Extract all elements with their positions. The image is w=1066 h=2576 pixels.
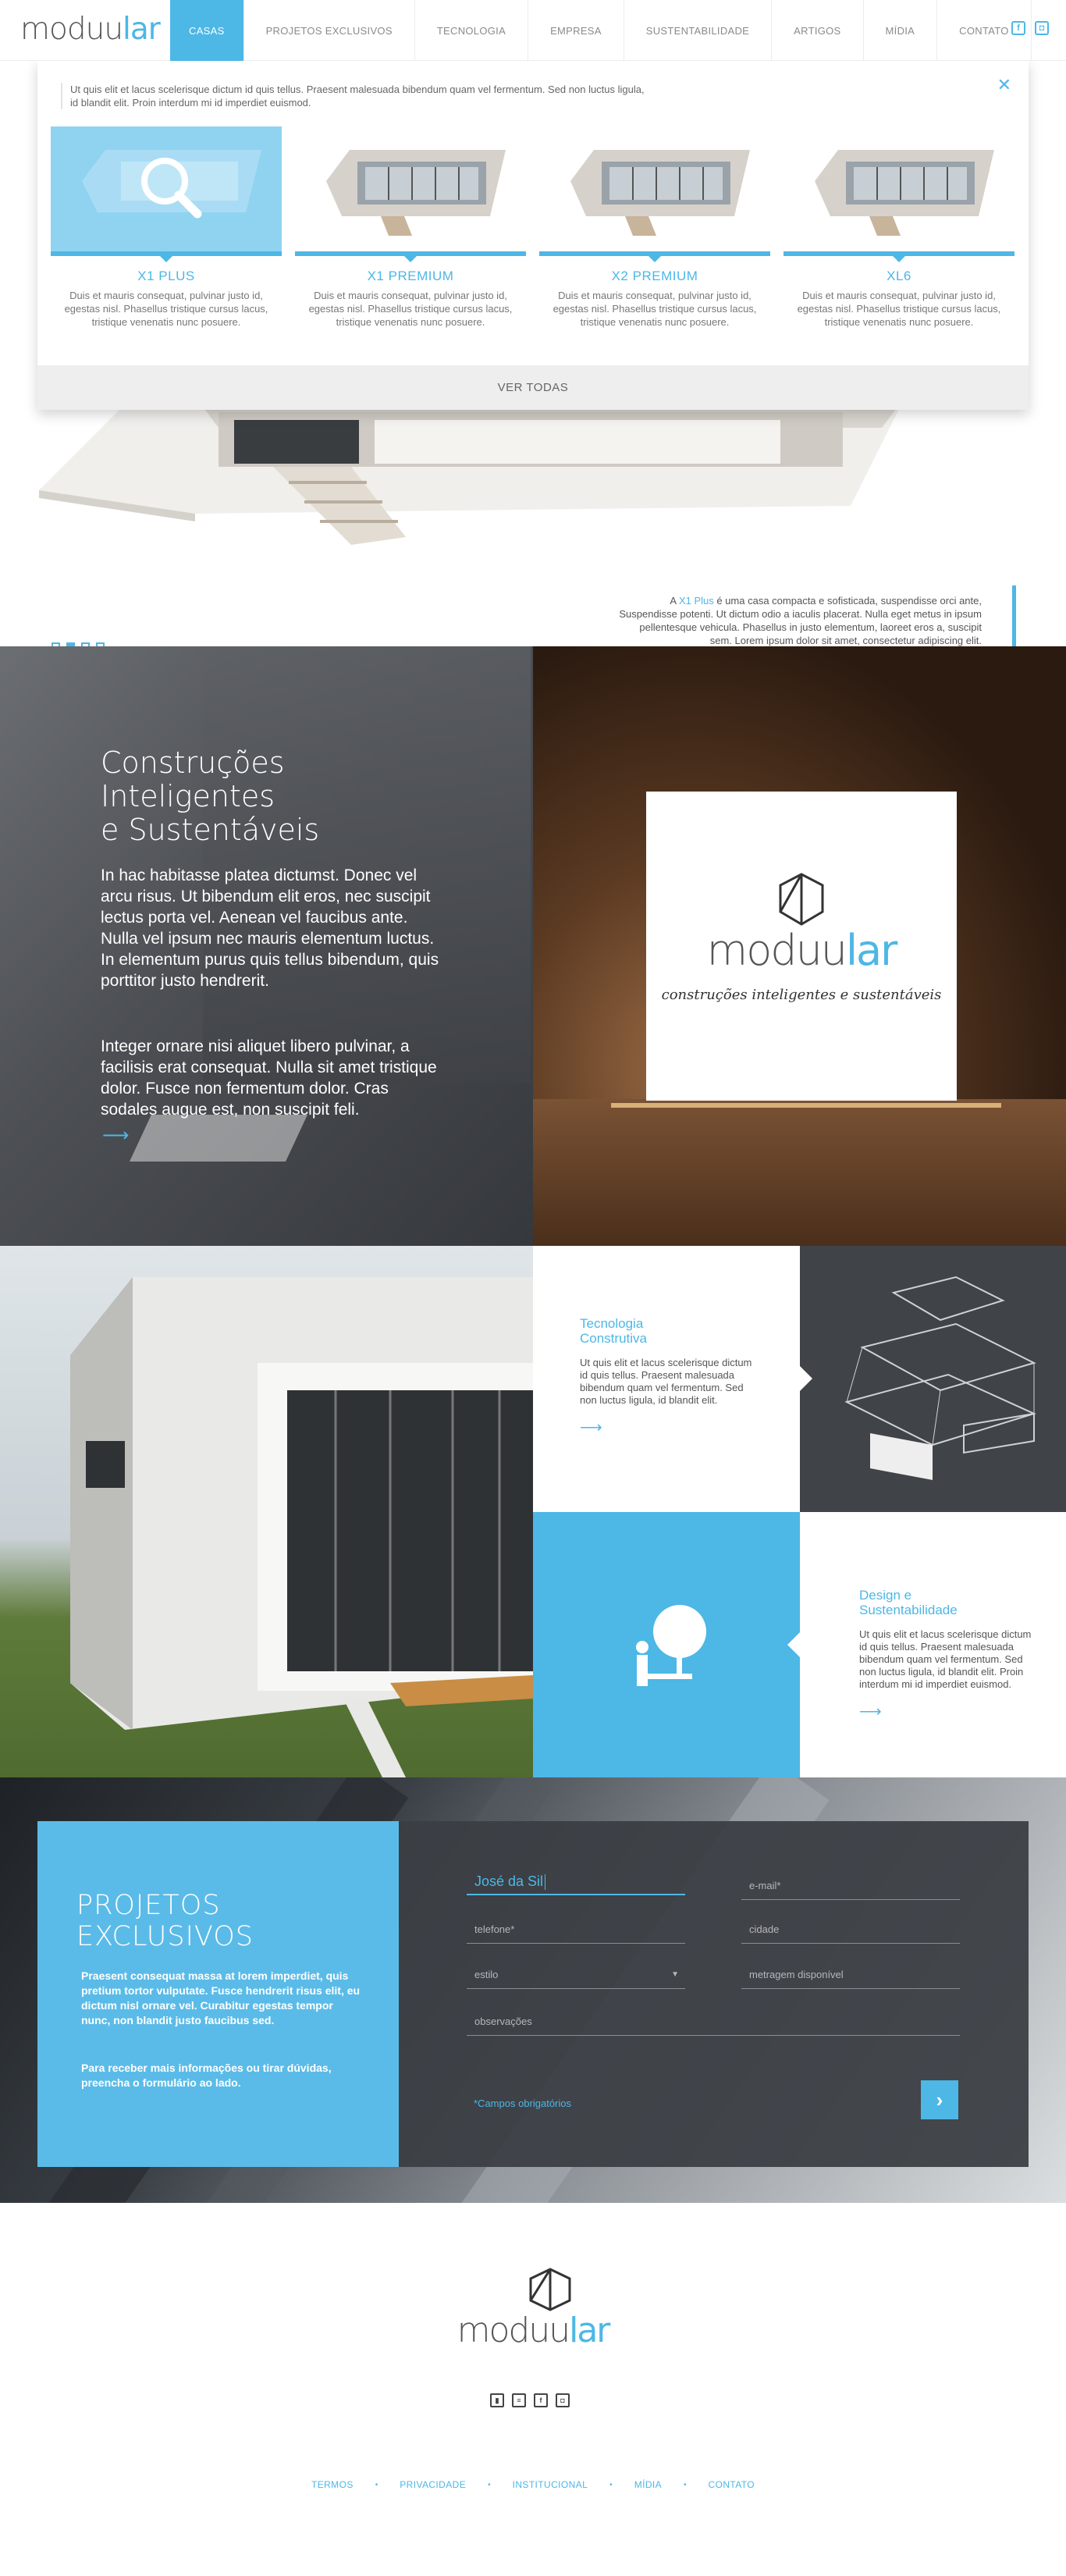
intro-title-line-3: e Sustentáveis xyxy=(101,813,320,847)
name-field[interactable] xyxy=(467,1872,685,1895)
style-select[interactable] xyxy=(467,1966,685,1989)
logo-word-main: moduu xyxy=(20,12,123,47)
product-desc: Duis et mauris consequat, pulvinar justo id, egestas nisl. Phasellus tristique cursus lacus, tristique venenatis nunc posuere. xyxy=(308,290,513,328)
product-card-x1-plus[interactable] xyxy=(51,126,282,329)
product-bar xyxy=(51,251,282,256)
menu-item-sustentabilidade[interactable]: SUSTENTABILIDADE xyxy=(624,0,771,61)
arrow-right-icon[interactable]: ⟶ xyxy=(580,1419,602,1436)
intro-title-line-2: Inteligentes xyxy=(101,779,275,813)
footer-link-privacidade[interactable]: PRIVACIDADE xyxy=(400,2479,467,2490)
menu-item-projetos-exclusivos[interactable]: PROJETOS EXCLUSIVOS xyxy=(243,0,414,61)
feature-tech-box xyxy=(533,1246,800,1512)
main-menu xyxy=(170,0,1032,61)
footer-links xyxy=(0,2479,1066,2490)
hero-caption-link[interactable]: X1 Plus xyxy=(678,595,714,607)
area-field[interactable]: metragem disponível xyxy=(741,1966,960,1989)
menu-item-midia[interactable]: MÍDIA xyxy=(863,0,937,61)
exclusive-paragraph-2: Para receber mais informações ou tirar dúvidas, preencha o formulário ao lado. xyxy=(81,2062,332,2089)
product-thumb xyxy=(784,126,1014,251)
instagram-icon[interactable]: ◘ xyxy=(556,2393,570,2407)
top-social-links xyxy=(1011,21,1049,35)
product-name: X1 PREMIUM xyxy=(367,269,454,283)
brand-logo-card xyxy=(646,792,957,1101)
notes-field[interactable]: observações xyxy=(467,2012,960,2036)
arrow-right-icon[interactable]: ⟶ xyxy=(859,1703,882,1720)
hero-caption-text: é uma casa compacta e sofisticada, suspendisse orci ante, Suspendisse potenti. Ut dictum odio a iaculis placerat. Nulla eget metus in ipsum pellentesque vehicula. Phasellus in justo elementum, laoreet eros a, suscipit sem. Lorem ipsum dolor sit amet, consectetur adipiscing elit. xyxy=(619,595,982,646)
feature-tech-title-line-2: Construtiva xyxy=(580,1331,647,1346)
product-name: X1 PLUS xyxy=(137,269,195,283)
footer-separator: • xyxy=(684,2480,687,2489)
hero-caption-bar xyxy=(1012,585,1016,646)
brand-cube-icon xyxy=(779,873,824,926)
brand-cube-icon xyxy=(528,2268,573,2311)
phone-field[interactable]: telefone* xyxy=(467,1920,685,1944)
product-list xyxy=(51,126,1015,329)
submit-button[interactable]: › xyxy=(921,2080,958,2119)
bookmark-icon[interactable]: ▮ xyxy=(490,2393,504,2407)
intro-paragraph-1: In hac habitasse platea dictumst. Donec vel arcu risus. Ut bibendum elit eros, nec suscipit lectus porta vel. Aenean vel faucibus ante. Nulla vel ipsum nec mauris elementum luctus. In elementum purus quis tellus bibendum, quis porttitor justo hendrerit. xyxy=(101,866,439,990)
product-thumb xyxy=(51,126,282,251)
product-card-x1-premium[interactable] xyxy=(295,126,526,329)
hero-house-image xyxy=(39,397,929,568)
intro-paragraph-2: Integer ornare nisi aliquet libero pulvinar, a facilisis erat consequat. Nulla sit amet tristique dolor. Fusce non fermentum dolor. Cras sodales augue est, non suscipit feli. xyxy=(101,1037,437,1119)
pointer-triangle xyxy=(800,1366,812,1391)
product-bar xyxy=(784,251,1014,256)
product-card-xl6[interactable] xyxy=(784,126,1014,329)
product-thumb xyxy=(295,126,526,251)
product-bar xyxy=(539,251,770,256)
product-thumb xyxy=(539,126,770,251)
footer-separator: • xyxy=(609,2480,613,2489)
product-card-x2-premium[interactable] xyxy=(539,126,770,329)
close-icon[interactable]: ✕ xyxy=(997,75,1011,94)
menu-item-casas[interactable]: CASAS xyxy=(170,0,243,61)
intro-title xyxy=(101,746,319,847)
logo-word-main: moduu xyxy=(706,926,847,975)
hero-caption xyxy=(617,594,999,646)
name-field-value: José da Sil xyxy=(474,1873,544,1889)
menu-item-empresa[interactable]: EMPRESA xyxy=(528,0,624,61)
city-field[interactable]: cidade xyxy=(741,1920,960,1944)
exclusive-paragraph-1: Praesent consequat massa at lorem imperdiet, quis pretium tortor vulputate. Fusce hendrerit risus elit, eu dictum nisl ornare vel. Curabitur egestas tempor nunc, non blandit justo faucibus sed. xyxy=(81,1969,361,2026)
facebook-icon[interactable]: f xyxy=(534,2393,548,2407)
required-note: *Campos obrigatórios xyxy=(474,2097,572,2109)
instagram-icon[interactable]: ◘ xyxy=(1035,21,1049,35)
house-thumb-image xyxy=(539,126,770,251)
footer-link-institucional[interactable]: INSTITUCIONAL xyxy=(512,2479,588,2490)
tree-person-icon xyxy=(627,1602,712,1688)
pointer-triangle xyxy=(787,1632,800,1657)
product-name: X2 PREMIUM xyxy=(611,269,698,283)
menu-item-tecnologia[interactable]: TECNOLOGIA xyxy=(414,0,528,61)
chevron-down-icon: ▼ xyxy=(671,1970,679,1979)
exploded-house-image xyxy=(800,1246,1066,1512)
menu-item-contato[interactable]: CONTATO xyxy=(936,0,1032,61)
house-thumb-icon xyxy=(51,126,282,251)
hero-caption-lead: A xyxy=(670,595,679,607)
product-name: XL6 xyxy=(887,269,911,283)
house-exterior-drawing xyxy=(0,1246,533,1777)
arrow-right-icon[interactable]: ⟶ xyxy=(102,1125,130,1146)
footer-separator: • xyxy=(375,2480,378,2489)
exclusive-title-line-1: PROJETOS xyxy=(76,1890,221,1921)
footer-link-midia[interactable]: MÍDIA xyxy=(634,2479,663,2490)
exploded-house-drawing xyxy=(800,1246,1066,1512)
house-exterior-image xyxy=(0,1246,533,1777)
feature-design-content xyxy=(859,1588,1039,1721)
feature-tech-title-line-1: Tecnologia xyxy=(580,1316,644,1331)
casas-dropdown-panel xyxy=(37,61,1029,410)
footer xyxy=(0,2203,1066,2576)
exclusive-title xyxy=(76,1890,254,1952)
feature-design-title xyxy=(859,1588,1039,1617)
product-desc: Duis et mauris consequat, pulvinar justo id, egestas nisl. Phasellus tristique cursus lacus, tristique venenatis nunc posuere. xyxy=(553,290,757,328)
house-thumb-image xyxy=(295,126,526,251)
feature-design-box xyxy=(800,1512,1066,1777)
product-bar xyxy=(295,251,526,256)
feature-tech-text: Ut quis elit et lacus scelerisque dictum id quis tellus. Praesent malesuada bibendum quam vel fermentum. Sed non luctus ligula, id blandit elit. xyxy=(580,1357,752,1406)
logo-word-accent: lar xyxy=(123,12,160,47)
footer-logo[interactable] xyxy=(0,2311,1066,2351)
logo-word-main: moduu xyxy=(457,2311,570,2350)
feature-tech-content xyxy=(580,1316,759,1437)
footer-social-links xyxy=(490,2393,570,2407)
view-all-button[interactable]: VER TODAS xyxy=(37,365,1029,410)
chat-icon[interactable]: ≡ xyxy=(512,2393,526,2407)
footer-link-termos[interactable]: TERMOS xyxy=(311,2479,354,2490)
feature-design-title-line-2: Sustentabilidade xyxy=(859,1603,958,1617)
product-desc: Duis et mauris consequat, pulvinar justo id, egestas nisl. Phasellus tristique cursus lacus, tristique venenatis nunc posuere. xyxy=(797,290,1001,328)
feature-tech-title xyxy=(580,1316,759,1346)
style-select-label: estilo xyxy=(474,1969,499,1980)
feature-design-title-line-1: Design e xyxy=(859,1588,912,1603)
house-thumb-image xyxy=(784,126,1014,251)
top-nav xyxy=(0,0,1066,61)
logo-word-accent: lar xyxy=(846,926,897,975)
dropdown-intro: Ut quis elit et lacus scelerisque dictum id quis tellus. Praesent malesuada bibendum quam vel fermentum. Sed non luctus ligula, id blandit elit. Proin interdum mi id imperdiet euismod. xyxy=(61,83,654,109)
footer-separator: • xyxy=(488,2480,491,2489)
exclusive-title-line-2: EXCLUSIVOS xyxy=(76,1921,254,1952)
footer-link-contato[interactable]: CONTATO xyxy=(708,2479,755,2490)
facebook-icon[interactable]: f xyxy=(1011,21,1025,35)
logo-word-accent: lar xyxy=(569,2311,609,2350)
logo-wordmark xyxy=(646,926,957,976)
brand-logo[interactable] xyxy=(20,11,160,48)
menu-item-artigos[interactable]: ARTIGOS xyxy=(771,0,862,61)
logo-tagline: construções inteligentes e sustentáveis xyxy=(661,987,942,1003)
email-field[interactable]: e-mail* xyxy=(741,1877,960,1900)
feature-design-text: Ut quis elit et lacus scelerisque dictum id quis tellus. Praesent malesuada bibendum quam vel fermentum. Sed non luctus ligula, id blandit elit. Proin interdum mi id imperdiet euismod. xyxy=(859,1628,1032,1690)
product-desc: Duis et mauris consequat, pulvinar justo id, egestas nisl. Phasellus tristique cursus lacus, tristique venenatis nunc posuere. xyxy=(64,290,268,328)
intro-title-line-1: Construções xyxy=(101,745,285,780)
feature-design-icon-box xyxy=(533,1512,800,1777)
